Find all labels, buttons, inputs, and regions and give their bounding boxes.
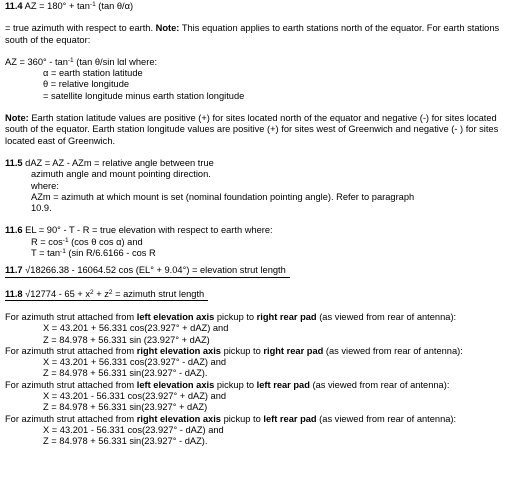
equation-text: √18266.38 - 16064.52 cos (EL° + 9.04°) = elevation strut length bbox=[22, 265, 286, 276]
section-number: 11.8 bbox=[5, 288, 23, 299]
case-heading: For azimuth strut attached from left elevation axis pickup to left rear pad (as viewed from rear of antenna): bbox=[5, 379, 450, 390]
superscript: 2 bbox=[108, 288, 113, 296]
case-x-equation: X = 43.201 + 56.331 cos(23.927° + dAZ) and bbox=[43, 323, 229, 334]
superscript: 2 bbox=[89, 288, 94, 296]
note-label: Note: bbox=[5, 113, 29, 124]
superscript: -1 bbox=[67, 56, 74, 64]
equation-11-5-line: AZm = azimuth at which mount is set (nominal foundation pointing angle). Refer to paragraph bbox=[31, 191, 415, 202]
equation-11-5 bbox=[5, 158, 519, 169]
equation-tail: (sin R/6.6166 - cos R bbox=[65, 248, 156, 259]
equation-text: EL = 90° - T - R = true elevation with respect to earth where: bbox=[22, 225, 273, 236]
case-z-equation: Z = 84.978 + 56.331 sin(23.927° + dAZ) bbox=[43, 402, 208, 413]
equation-text: T = tan bbox=[31, 248, 61, 259]
azimuth-strut-case bbox=[5, 380, 519, 414]
equation-text: dAZ = AZ - AZm = relative angle between true bbox=[22, 157, 214, 168]
definition-longitude-difference: = satellite longitude minus earth station longitude bbox=[43, 90, 245, 101]
section-number: 11.4 bbox=[5, 1, 23, 11]
equation-text: √12774 - 65 + x bbox=[22, 288, 90, 299]
ruled-equation bbox=[5, 265, 290, 277]
equation-tail: (cos θ cos α) and bbox=[68, 236, 143, 247]
equation-11-7 bbox=[5, 265, 519, 277]
case-x-equation: X = 43.201 + 56.331 cos(23.927° - dAZ) and bbox=[43, 357, 227, 368]
superscript: -1 bbox=[62, 236, 69, 244]
case-heading: For azimuth strut attached from right elevation axis pickup to left rear pad (as viewed from rear of antenna): bbox=[5, 413, 457, 424]
equation-tail: (tan θ/sin lαl where: bbox=[73, 56, 158, 67]
azimuth-strut-case bbox=[5, 312, 519, 346]
equation-text: AZ = 360° - tan bbox=[5, 56, 68, 67]
case-heading: For azimuth strut attached from right elevation axis pickup to right rear pad (as viewed from rear of antenna): bbox=[5, 345, 463, 356]
equation-11-8 bbox=[5, 289, 519, 301]
case-z-equation: Z = 84.978 + 56.331 sin (23.927° + dAZ) bbox=[43, 334, 210, 345]
case-x-equation: X = 43.201 - 56.331 cos(23.927° + dAZ) and bbox=[43, 391, 227, 402]
section-number: 11.6 bbox=[5, 225, 23, 236]
equation-11-6 bbox=[5, 225, 519, 236]
note-label: Note: bbox=[155, 23, 180, 34]
equation-11-4 bbox=[5, 1, 519, 12]
equation-11-6-r bbox=[5, 237, 519, 248]
equation-tail: (tan θ/α) bbox=[95, 1, 134, 11]
superscript: -1 bbox=[60, 248, 66, 256]
definition-latitude: α = earth station latitude bbox=[43, 68, 143, 79]
equation-11-5-line: 10.9. bbox=[31, 203, 52, 214]
equation-11-4-description bbox=[5, 23, 519, 46]
case-heading: For azimuth strut attached from left elevation axis pickup to right rear pad (as viewed from rear of antenna): bbox=[5, 311, 457, 322]
ruled-equation bbox=[5, 289, 208, 301]
azimuth-strut-case bbox=[5, 346, 519, 380]
equation-11-5-line: azimuth angle and mount pointing direction. bbox=[31, 169, 211, 180]
superscript: -1 bbox=[89, 1, 96, 8]
case-z-equation: Z = 84.978 + 56.331 sin(23.927° - dAZ). bbox=[43, 368, 208, 379]
case-x-equation: X = 43.201 - 56.331 cos(23.927° - dAZ) and bbox=[43, 424, 224, 435]
equation-11-6-t bbox=[5, 248, 519, 259]
section-number: 11.7 bbox=[5, 265, 23, 276]
equation-11-4-south bbox=[5, 57, 519, 68]
definition-relative-longitude: θ = relative longitude bbox=[43, 79, 130, 90]
equation-text: + z bbox=[93, 288, 109, 299]
equation-tail: = azimuth strut length bbox=[112, 288, 205, 299]
note-text: Earth station latitude values are positive (+) for sites located north of the equator and negative (-) for sites located south of the equator. Earth station longitude values are positive (+) for sites west of Greenwich and negative (- ) for sites located east of Greenwich. bbox=[5, 113, 499, 146]
azimuth-strut-case bbox=[5, 414, 519, 448]
section-number: 11.5 bbox=[5, 157, 23, 168]
equation-11-5-line: where: bbox=[31, 180, 59, 191]
case-z-equation: Z = 84.978 + 56.331 sin(23.927° - dAZ). bbox=[43, 436, 208, 447]
equation-text: AZ = 180° + tan bbox=[24, 1, 90, 11]
note-text: This equation applies to earth stations north of the equator. For earth stations south of the equator: bbox=[5, 23, 500, 45]
sign-convention-note bbox=[5, 113, 519, 147]
equation-text: R = cos bbox=[31, 236, 63, 247]
description-text: = true azimuth with respect to earth. bbox=[5, 23, 156, 34]
